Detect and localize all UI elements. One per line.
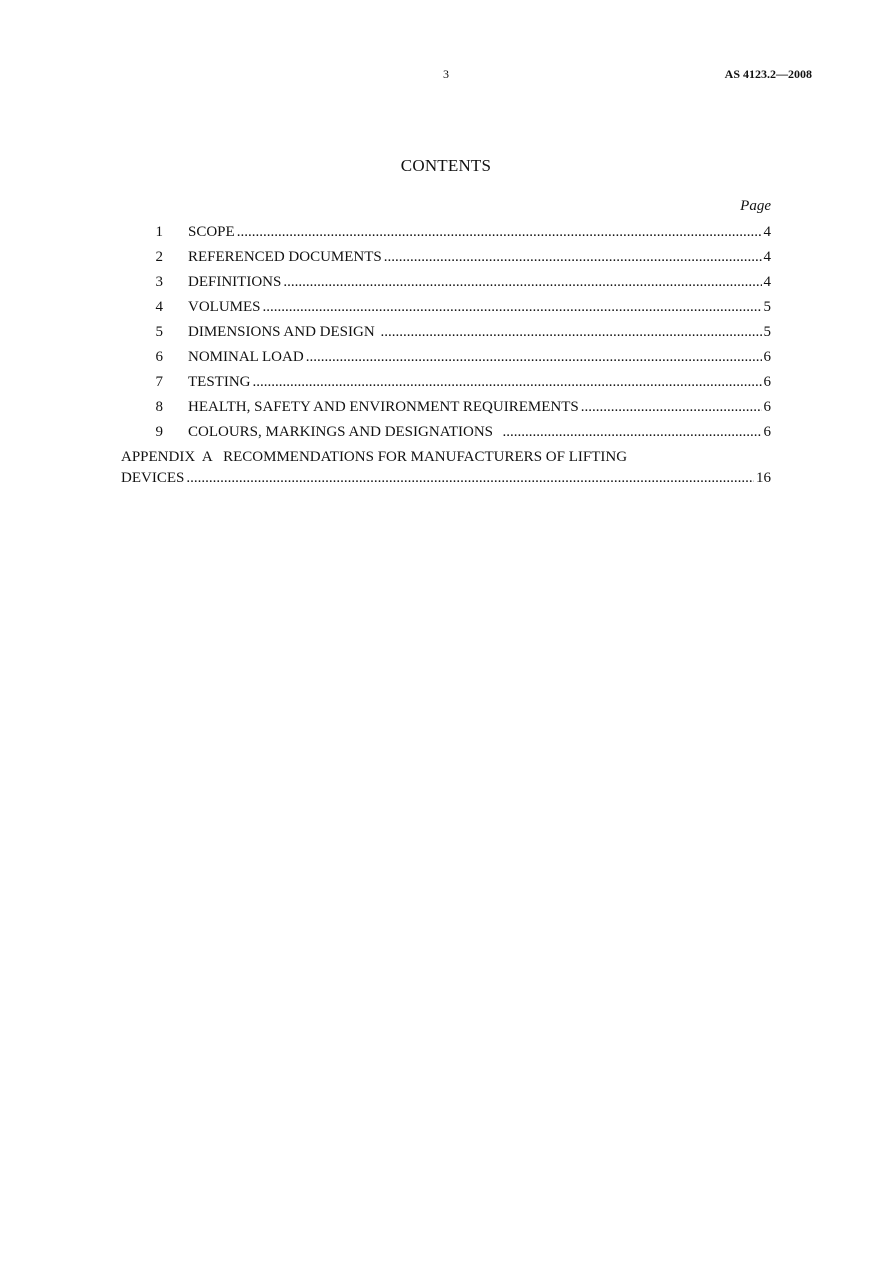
toc-leader-dots [380, 322, 761, 342]
toc-entry-number: 3 [155, 274, 163, 290]
toc-entry-number: 1 [155, 224, 163, 240]
toc-entry-number: 4 [155, 299, 163, 315]
toc-appendix-entry[interactable] [121, 447, 771, 490]
toc-leader-dots [306, 347, 762, 367]
toc-leader-dots [581, 397, 762, 417]
toc-entry[interactable] [121, 422, 771, 447]
toc-entry-title: HEALTH, SAFETY AND ENVIRONMENT REQUIREMENTS [188, 399, 579, 415]
toc-entry-page: 6 [763, 349, 771, 365]
toc-entry-page: 6 [763, 374, 771, 390]
toc-entry-number: 8 [155, 399, 163, 415]
toc-entry[interactable] [121, 272, 771, 297]
toc-entry[interactable] [121, 347, 771, 372]
toc-entry-title: VOLUMES [188, 299, 261, 315]
toc-entry-title: SCOPE [188, 224, 235, 240]
toc-leader-dots [186, 468, 754, 488]
toc-entry-title: NOMINAL LOAD [188, 349, 304, 365]
toc-entry-page: 5 [763, 299, 771, 315]
toc-entry[interactable] [121, 322, 771, 347]
contents-title: CONTENTS [400, 156, 492, 175]
toc-appendix-page: 16 [756, 470, 771, 486]
toc-entry-number: 7 [155, 374, 163, 390]
document-id: AS 4123.2—2008 [724, 67, 812, 81]
toc-entry-title: DIMENSIONS AND DESIGN [188, 324, 379, 340]
toc-entry-title: DEFINITIONS [188, 274, 282, 290]
toc-entry-number: 9 [155, 424, 163, 440]
toc-leader-dots [263, 297, 762, 317]
toc-entry-title: TESTING [188, 374, 251, 390]
toc-entry-page: 4 [763, 274, 771, 290]
toc-entry[interactable] [121, 372, 771, 397]
toc-entry-title: REFERENCED DOCUMENTS [188, 249, 382, 265]
page-number: 3 [443, 67, 449, 81]
toc-leader-dots [283, 272, 761, 292]
toc-entry-page: 4 [763, 224, 771, 240]
toc-entry-page: 6 [763, 399, 771, 415]
toc-leader-dots [253, 372, 762, 392]
table-of-contents [121, 222, 771, 490]
page-column-label: Page [740, 198, 771, 214]
toc-leader-dots [237, 222, 762, 242]
toc-entry-number: 2 [155, 249, 163, 265]
toc-entry-title: COLOURS, MARKINGS AND DESIGNATIONS [188, 424, 501, 440]
toc-appendix-title-continued: DEVICES [121, 470, 185, 486]
toc-entry-page: 4 [763, 249, 771, 265]
toc-appendix-title: APPENDIX A RECOMMENDATIONS FOR MANUFACTURERS OF LIFTING [121, 449, 628, 465]
toc-leader-dots [503, 422, 762, 442]
toc-entry[interactable] [121, 247, 771, 272]
toc-entry-number: 6 [155, 349, 163, 365]
toc-entry[interactable] [121, 297, 771, 322]
toc-entry-number: 5 [155, 324, 163, 340]
toc-entry-page: 6 [763, 424, 771, 440]
toc-entry[interactable] [121, 397, 771, 422]
toc-entry-page: 5 [763, 324, 771, 340]
toc-leader-dots [384, 247, 762, 267]
toc-entry[interactable] [121, 222, 771, 247]
